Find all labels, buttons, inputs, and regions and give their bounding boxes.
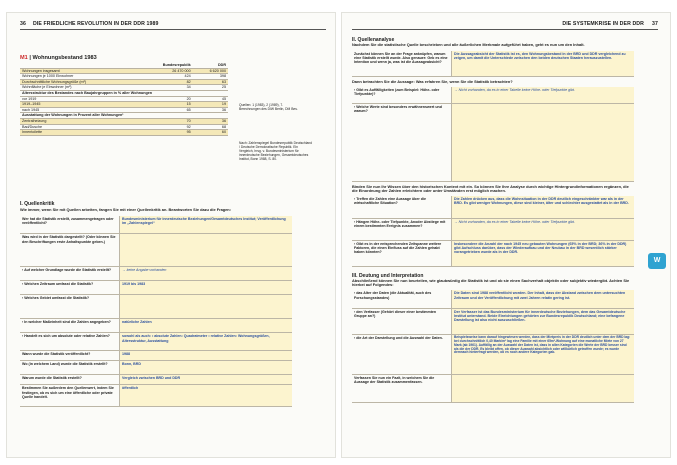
table-row: Durchschnittliche Wohnungsgröße (m²) 82 63 [22, 79, 226, 84]
quellenkritik-intro: Wie immer, wenn Sie mit Quellen arbeiten, fangen Sie mit einer Quellenkritik an. Beantworten Sie dazu die Fragen: [20, 207, 231, 212]
analyse-table-3 [352, 196, 634, 267]
answer-field[interactable] [452, 103, 635, 181]
quellenkritik-section [20, 201, 292, 407]
col-header-ddr: DDR [193, 63, 228, 68]
question-row: › Auf welcher Grundlage wurde die Statistik erstellt? → keine Angabe vorhanden [20, 267, 292, 281]
analyse-table-1 [352, 51, 634, 78]
left-running-head: DIE FRIEDLICHE REVOLUTION IN DER DDR 1989 [33, 21, 159, 27]
question-row: Wo (in welchem Land) wurde die Statistik erstellt? Bonn, BRD [20, 361, 292, 375]
col-header-brd: Bundesrepublik [138, 63, 193, 68]
wohnungsbestand-table-block: M1 | Wohnungsbestand 1983 Bundesrepublik DDR Wohnungen insgesamt 26 470 000 6 620 000 Wohnungen je 1000 Einwohner 424 398 Durchschnittliche Wohnungsgröße (m²) 82 63 Wohnfläche je Einwohner (m²) 34 25 Altersstruktur des Bestandes nach Baujahrgruppen in % aller Wohnungen vor 1919 20 45 1919–1945 15 19 nach 1945 65 36 Ausstattung der Wohnungen in Prozent aller Wohnungen¹ Zentralheizung 70 36 Bad/Dusche 92 68 Innentoilette 95 60 [20, 55, 226, 135]
answer-field[interactable]: → Nicht vorhanden, da es in einer Tabelle keine Höhe- oder Tiefpunkte gibt. [452, 87, 635, 103]
answer-field[interactable]: → Nicht vorhanden, da es in einer Tabelle keine Höhe- oder Tiefpunkte gibt. [452, 218, 635, 240]
question-row: › Welchen Zeitraum umfasst die Statistik? 1919 bis 1983 [20, 281, 292, 295]
question-row: › Treffen die Zahlen eine Aussage über die wirtschaftliche Situation? Die Zahlen drücken aus, dass die Wohnsituation in der DDR deutlich eingeschränkter war als in der BRD. Es gibt weniger Wohnungen, diese sind kleiner, älter und schlechter ausgestattet als in der BRD. [352, 196, 634, 218]
answer-field[interactable]: Die Aussageabsicht der Statistik ist es, den Wohnungsbestand in der BRD und DDR vergleichend zu zeigen, um damit die Unterschiede zwischen den beiden deutschen Staaten herauszustellen. [452, 51, 635, 77]
question-row: › das Alter der Daten (die Aktualität, auch des Forschungsstandes) Die Daten sind 1988 veröffentlicht worden. Der Inhalt, dass der Abstand zwischen dem untersuchten Zeitraum und der Veröffentlichung mit zwei Jahren relativ gering ist. [352, 290, 634, 308]
right-page-number: 37 [652, 21, 658, 27]
answer-field[interactable]: 1919 bis 1983 [120, 281, 293, 295]
wohnungsbestand-table [20, 63, 228, 136]
answer-field[interactable] [120, 234, 293, 267]
answer-field[interactable]: öffentlich [120, 385, 293, 407]
answer-field[interactable] [452, 374, 635, 402]
right-running-head: DIE SYSTEMKRISE IN DER DDR [562, 21, 644, 27]
chapter-tab-w[interactable]: W [648, 253, 666, 269]
answer-field[interactable]: Beispielsweise kann darauf hingewiesen werden, dass der Mietpreis in der DDR deutlich unter dem der BRD lag: bei durchschnittlich 0,40 Mark/m² lag eine Familie mit einer 65m²-Wohnung auf eine monatliche Miete von 27 Mark (ab 1961). Auffällig an der Auswahl der Daten ist, dass in allen Kategorien die Werte der BRD besser sind als die der DDR. Es bleibt offen, ob dieser Auswahl absichtlich oder willkürlich getroffen wurde; es wurde demnach hinterfragt werden, ob es noch andere Kategorien gab. [452, 334, 635, 374]
question-row: › Welche Werte sind besonders erwähnenswert und warum? [352, 103, 634, 181]
question-row: › In welcher Maßeinheit sind die Zahlen angegeben? natürliche Zahlen [20, 319, 292, 333]
quellenkritik-title: I. Quellenkritik [20, 201, 55, 207]
table-row: vor 1919 20 45 [22, 96, 226, 101]
answer-field[interactable]: Vergleich zwischen BRD und DDR [120, 375, 293, 385]
analyse-title: II. Quellenanalyse [352, 37, 395, 43]
deutung-title: III. Deutung und Interpretation [352, 272, 424, 279]
deutung-table [352, 290, 634, 403]
answer-field[interactable]: sowohl als auch: • absolute Zahlen: Quadratmeter • relative Zahlen: Wohnungsgrößen, Altersstruktur, Ausstattung [120, 333, 293, 351]
table-row: nach 1945 65 36 [22, 107, 226, 112]
analyse-table-2 [352, 87, 634, 182]
answer-field[interactable]: 1988 [120, 351, 293, 361]
answer-field[interactable]: Bonn, BRD [120, 361, 293, 375]
answer-field[interactable]: Bundesministerium für innerdeutsche Beziehungen/Gesamtdeutsches Institut; Veröffentlichung im „Zahlenspiegel“ [120, 216, 293, 234]
table-title: Wohnungsbestand 1983 [32, 55, 97, 61]
source-credit: Nach: Zahlenspiegel Bundesrepublik Deutschland / Deutsche Demokratische Republik. Ein Vergleich, hrsg. v. Bundesministerium für innerdeutsche Beziehungen, Gesamtdeutsches Institut, Bonn 1988, S. 80. [239, 141, 312, 161]
question-row: Was wird in der Statistik dargestellt? (Oder können Sie den Beschriftungen erste Anhaltspunkte geben.) [20, 234, 292, 267]
question-row: › die Art der Darstellung und die Auswahl der Daten. Beispielsweise kann darauf hingewiesen werden, dass der Mietpreis in der DDR deutlich unter dem der BRD lag: bei durchschnittlich 0,40 Mark/m² lag eine Familie mit einer 65m²-Wohnung auf eine monatliche Miete von 27 Mark (ab 1961). Auffällig an der Auswahl der Daten ist, dass in allen Kategorien die Werte der BRD besser sind als die der DDR. Es bleibt offen, ob dieser Auswahl absichtlich oder willkürlich getroffen wurde; es wurde demnach hinterfragt werden, ob es noch andere Kategorien gab. [352, 334, 634, 374]
answer-field[interactable]: Insbesondere die Anzahl der nach 1945 neu gebauten Wohnungen (65% in der BRD; 36% in der DDR) gibt Aufschluss darüber, dass der Wiederaufbau und der Neubau in der BRD wesentlich stärker vorangetrieben wurde als in der DDR. [452, 240, 635, 266]
question-row: › Hängen Höhe- oder Tiefpunkte, Anoder Abstiege mit einem bestimmten Ereignis zusammen? → Nicht vorhanden, da es in einer Tabelle keine Höhe- oder Tiefpunkte gibt. [352, 218, 634, 240]
answer-field[interactable] [120, 295, 293, 319]
answer-field[interactable]: Die Daten sind 1988 veröffentlicht worden. Der Inhalt, dass der Abstand zwischen dem untersuchten Zeitraum und der Veröffentlichung mit zwei Jahren relativ gering ist. [452, 290, 635, 308]
table-section-row: Altersstruktur des Bestandes nach Baujahrgruppen in % aller Wohnungen [20, 90, 228, 96]
left-page [6, 12, 336, 458]
table-row: 1919–1945 15 19 [22, 102, 226, 107]
left-header-rule [20, 29, 326, 30]
right-content [352, 37, 634, 403]
answer-field[interactable]: → keine Angabe vorhanden [120, 267, 293, 281]
analyse-mid-prompt: Dann betrachten Sie die Aussage: Was erfahren Sie, wenn Sie die Statistik betrachten? [352, 79, 513, 85]
quellenkritik-table [20, 216, 292, 408]
right-page [341, 12, 671, 458]
question-row: › Handelt es sich um absolute oder relative Zahlen? sowohl als auch: • absolute Zahlen: Quadratmeter • relative Zahlen: Wohnungsgrößen, Altersstruktur, Ausstattung [20, 333, 292, 351]
question-row: › Gibt es Auffälligkeiten (zum Beispiel: Höhe- oder Tiefpunkte)? → Nicht vorhanden, da es in einer Tabelle keine Höhe- oder Tiefpunkte gibt. [352, 87, 634, 103]
source-note: Quellen: 1 (1983), 2 (1989), 7. Berechnungen des DIW Berlin, DM Bes. [239, 103, 298, 111]
answer-field[interactable]: Die Zahlen drücken aus, dass die Wohnsituation in der DDR deutlich eingeschränkter war als in der BRD. Es gibt weniger Wohnungen, diese sind kleiner, älter und schlechter ausgestattet als in der BRD. [452, 196, 635, 218]
analyse-bridge: Binden Sie nun Ihr Wissen über den historischen Kontext mit ein. So können Sie Ihre Analyse durch wichtige Hintergrundinformationen ergänzen, die die Einordnung der Zahlen erleichtern oder unter Umständen erst möglich machen. [352, 183, 629, 194]
table-section-row: Ausstattung der Wohnungen in Prozent aller Wohnungen¹ [20, 113, 228, 119]
table-row: Wohnungen je 1000 Einwohner 424 398 [22, 74, 226, 79]
question-row: Wann wurde die Statistik veröffentlicht? 1988 [20, 351, 292, 361]
question-row: › Welches Gebiet umfasst die Statistik? [20, 295, 292, 319]
question-row: › den Verfasser (Gehört dieser einer bestimmten Gruppe an?) Der Verfasser ist das Bundesministerium für innerdeutsche Beziehungen, dem das Gesamtdeutsche Institut unterstand. Beide Einrichtungen gehörten zur Bundesrepublik Deutschland; eine befangene Darstellung ist also nicht auszuschließen. [352, 308, 634, 334]
material-marker: M1 [20, 55, 28, 61]
question-row: Warum wurde die Statistik erstellt? Vergleich zwischen BRD und DDR [20, 375, 292, 385]
answer-field[interactable]: natürliche Zahlen [120, 319, 293, 333]
right-header-rule [352, 29, 658, 30]
table-row: Wohnungen insgesamt 26 470 000 6 620 000 [22, 68, 226, 73]
answer-field[interactable]: Der Verfasser ist das Bundesministerium für innerdeutsche Beziehungen, dem das Gesamtdeutsche Institut unterstand. Beide Einrichtungen gehörten zur Bundesrepublik Deutschland; eine befangene Darstellung ist also nicht auszuschließen. [452, 308, 635, 334]
analyse-intro: Nachdem Sie die statistische Quelle beschrieben und alle äußerlichen Merkmale aufgeführt haben, geht es nun um den Inhalt. [352, 42, 585, 47]
question-row: Bestimmen Sie außerdem den Quellenwert, indem Sie festlegen, ob es sich um eine öffentliche oder private Quelle handelt. öffentlich [20, 385, 292, 407]
table-row: Innentoilette 95 60 [22, 130, 226, 135]
question-row: › Gibt es in der entsprechenden Zeitspanne weitere Faktoren, die einen Einfluss auf die Zahlen gehabt haben könnten? Insbesondere die Anzahl der nach 1945 neu gebauten Wohnungen (65% in der BRD; 36% in der DDR) gibt Aufschluss darüber, dass der Wiederaufbau und der Neubau in der BRD wesentlich stärker vorangetrieben wurde als in der DDR. [352, 240, 634, 266]
table-row: Wohnfläche je Einwohner (m²) 34 25 [22, 85, 226, 90]
deutung-intro: Abschließend können Sie nun beurteilen, wie glaubwürdig die Statistik ist und ob sie einen Sachverhalt objektiv oder subjektiv wiedergibt. Achten Sie hierbei auf Folgendes: [352, 277, 630, 288]
table-row: Bad/Dusche 92 68 [22, 124, 226, 129]
question-row: Zunächst können Sie an der Frage anknüpfen, warum eine Statistik erstellt wurde. Also genauer: Geb es eine Intention und wenn ja, was ist die Aussageabsicht? Die Aussageabsicht der Statistik ist es, den Wohnungsbestand in der BRD und DDR vergleichend zu zeigen, um damit die Unterschiede zwischen den beiden deutschen Staaten herauszustellen. [352, 51, 634, 77]
left-page-number: 36 [20, 21, 26, 27]
table-row: Zentralheizung 70 36 [22, 118, 226, 123]
question-row: Wer hat die Statistik erstellt, zusammengetragen oder veröffentlicht? Bundesministerium für innerdeutsche Beziehungen/Gesamtdeutsches Institut; Veröffentlichung im „Zahlenspiegel“ [20, 216, 292, 234]
question-row: Verfassen Sie nun ein Fazit, in welchem Sie die Aussage der Statistik zusammenfassen. [352, 374, 634, 402]
